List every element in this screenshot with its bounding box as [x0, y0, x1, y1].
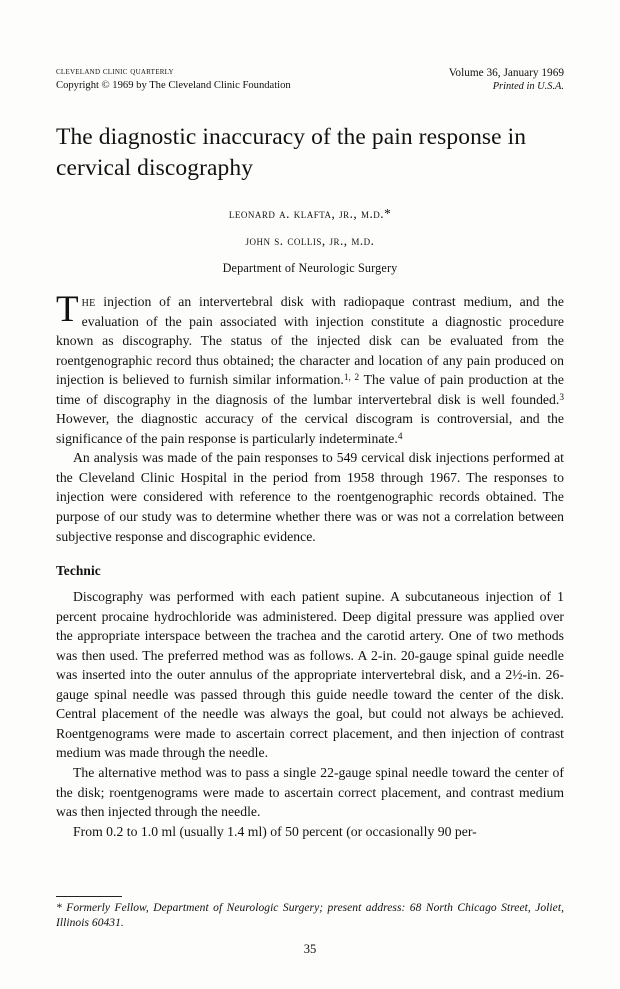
intro-text-c: However, the diagnostic accuracy of the cervical discogram is controversial, and the significance of the pain response is particularly indeterminate.: [56, 411, 564, 446]
page-title: The diagnostic inaccuracy of the pain response in cervical discography: [56, 124, 527, 181]
printed-in-line: Printed in U.S.A.: [492, 81, 564, 92]
reference-marker-1-2: 1, 2: [343, 373, 360, 384]
intro-smallcaps: he: [81, 294, 96, 309]
copyright-line: Copyright © 1969 by The Cleveland Clinic Foundation: [56, 80, 291, 91]
masthead: [56, 66, 564, 93]
footnote-separator: [56, 896, 122, 897]
paragraph-technic-1: Discography was performed with each patient supine. A subcutaneous injection of 1 percent procaine hydrochloride was administered. Deep digital pressure was applied over the appropriate interspace between the trachea and the carotid artery. One of two methods was then used. The preferred method was as follows. A 2-in. 20-gauge spinal guide needle was inserted into the outer annulus of the appropriate intervertebral disk, and a 2½-in. 26-gauge spinal needle was passed through this guide needle toward the center of the disk. Central placement of the needle was always the goal, but could not always be achieved. Roentgenograms were made to ascertain correct placement, and then injection of contrast medium was made through the needle.: [56, 589, 564, 761]
affiliation: Department of Neurologic Surgery: [222, 261, 398, 275]
masthead-left: [56, 66, 291, 93]
article-body: [56, 289, 564, 841]
volume-issue-date: Volume 36, January 1969: [448, 67, 564, 79]
footnote: * Formerly Fellow, Department of Neurologic Surgery; present address: 68 North Chicago Street, Joliet, Illinois 60431.: [56, 902, 564, 930]
paragraph-analysis: An analysis was made of the pain responses to 549 cervical disk injections performed at the Cleveland Clinic Hospital in the period from 1958 through 1967. The responses to injection were considered with reference to the roentgenographic records obtained. The purpose of our study was to determine whether there was or was not a correlation between subjective response and discographic evidence.: [56, 450, 564, 544]
spacer-after-heading: [56, 580, 564, 587]
author-secondary: john s. collis, jr., m.d.: [245, 233, 375, 248]
author-primary: leonard a. klafta, jr., m.d.*: [228, 206, 392, 221]
paragraph-technic-2: The alternative method was to pass a single 22-gauge spinal needle toward the center of the disk; roentgenograms were made to ascertain correct placement, and contrast medium was then injected through the needle.: [56, 765, 564, 820]
page-number: 35: [303, 942, 317, 956]
masthead-right: [449, 66, 564, 93]
paragraph-technic-3: From 0.2 to 1.0 ml (usually 1.4 ml) of 50 percent (or occasionally 90 per-: [73, 823, 477, 839]
spacer-before-heading: [56, 546, 564, 561]
byline: [56, 200, 564, 280]
reference-marker-4: 4: [397, 431, 403, 442]
paragraph-intro: [56, 289, 564, 448]
drop-cap: T: [56, 289, 79, 330]
reference-marker-3: 3: [559, 392, 564, 403]
journal-name: cleveland clinic quarterly: [56, 67, 174, 77]
section-heading-technic: Technic: [56, 563, 101, 579]
intro-text-a: injection of an intervertebral disk with radiopaque contrast medium, and the evaluation of the pain associated with injection constitute a diagnostic procedure known as discography. The status of the injected disk can be evaluated from the roentgenographic record thus obtained; the character and location of any pain produced on injection is believed to furnish similar information.: [56, 294, 564, 388]
intro-text-b: The value of pain production at the time of discography in the diagnosis of the lumbar intervertebral disk is well founded.: [56, 372, 564, 407]
